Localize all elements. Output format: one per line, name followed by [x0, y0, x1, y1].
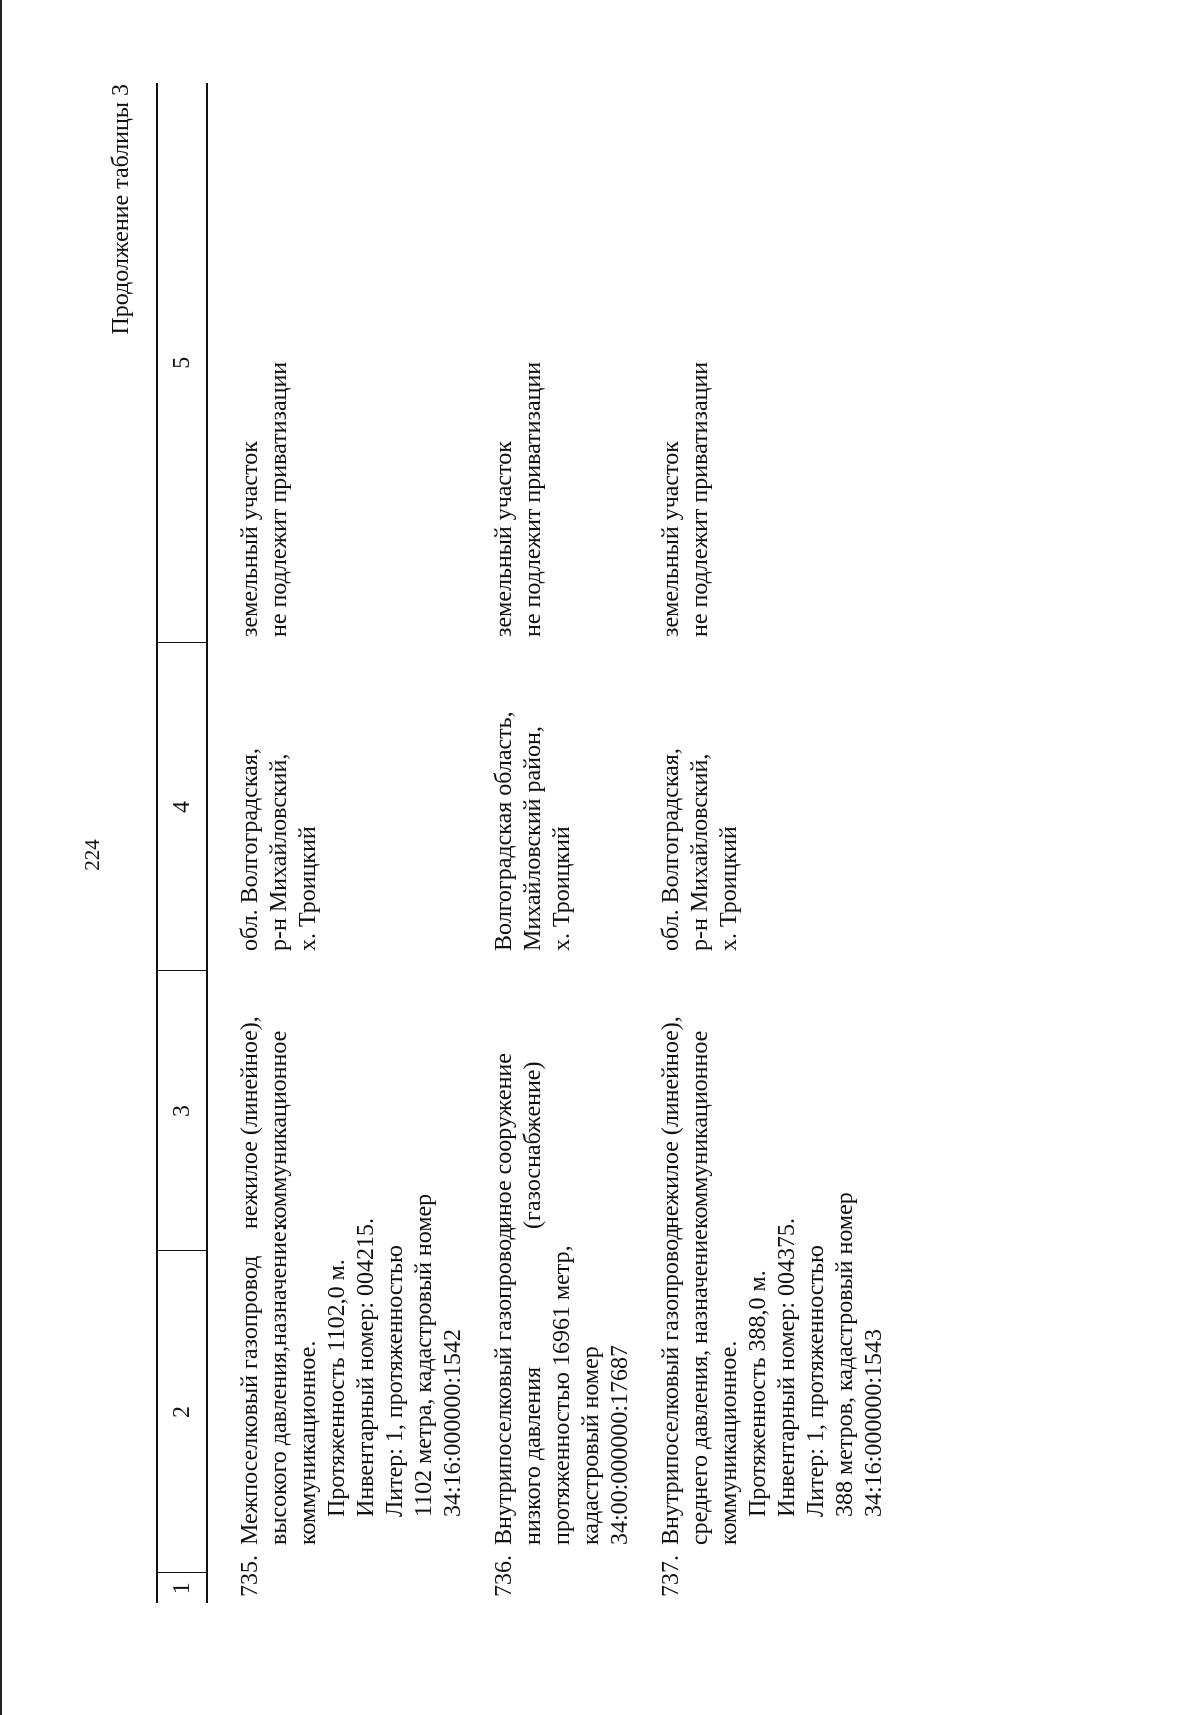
- object-note: [635, 83, 889, 643]
- description-line: Инвентарный номер: 004375.: [774, 1217, 800, 1517]
- column-header-2: 2: [157, 1251, 207, 1573]
- object-note: [207, 83, 468, 643]
- column-header-1: 1: [157, 1573, 207, 1603]
- note-line: не подлежит приватизации: [266, 361, 292, 637]
- object-description: [468, 1227, 635, 1573]
- type-line: коммуникационное: [687, 1030, 713, 1229]
- column-header-4: 4: [157, 643, 207, 971]
- address-line: р-н Михайловский,: [266, 753, 292, 951]
- description-line: Внутрипоселковый газопровод: [491, 1227, 517, 1545]
- description-line: 34:16:000000:1542: [440, 1328, 466, 1517]
- table-row: [468, 83, 635, 1603]
- address-line: х. Троицкий: [295, 826, 321, 951]
- description-line: 34:16:000000:1543: [861, 1328, 887, 1517]
- object-address: [207, 643, 468, 971]
- row-number: 737.: [658, 1555, 684, 1597]
- object-type: [468, 971, 635, 1251]
- row-number: 735.: [237, 1555, 263, 1597]
- object-address: [468, 643, 635, 971]
- description-line: Протяженность 388,0 м.: [745, 1270, 771, 1517]
- object-note: [468, 83, 635, 643]
- description-line: Инвентарный номер: 004215.: [353, 1217, 379, 1517]
- table-header-row: [157, 83, 207, 1603]
- description-line: Литер: 1, протяженностью: [382, 1245, 408, 1517]
- description-line: среднего давления, назначение:: [687, 1222, 713, 1545]
- description-line: Протяженность 1102,0 м.: [324, 1259, 350, 1517]
- address-line: обл. Волгоградская,: [658, 748, 684, 951]
- object-description: [635, 1192, 889, 1573]
- address-line: х. Троицкий: [716, 826, 742, 951]
- object-address: [635, 643, 889, 971]
- note-line: земельный участок: [237, 441, 263, 637]
- description-line: 34:00:000000:17687: [607, 1344, 633, 1545]
- type-line: коммуникационное: [266, 1030, 292, 1229]
- description-line: низкого давления: [520, 1366, 546, 1545]
- note-line: земельный участок: [491, 441, 517, 637]
- address-line: обл. Волгоградская,: [237, 748, 263, 951]
- note-line: не подлежит приватизации: [687, 361, 713, 637]
- object-description: [207, 1193, 468, 1573]
- property-table: [156, 83, 889, 1603]
- description-line: Литер: 1, протяженностью: [803, 1245, 829, 1517]
- table-row: [207, 83, 468, 1603]
- note-line: не подлежит приватизации: [520, 361, 546, 637]
- description-line: Межпоселковый газопровод: [237, 1255, 263, 1545]
- description-line: 1102 метра, кадастровый номер: [411, 1193, 437, 1517]
- address-line: Волгоградская область,: [491, 711, 517, 951]
- address-line: х. Троицкий: [549, 826, 575, 951]
- row-number: 736.: [491, 1555, 517, 1597]
- address-line: Михайловский район,: [520, 726, 546, 951]
- description-line: коммуникационное.: [716, 1340, 742, 1545]
- description-line: высокого давления,назначение:: [266, 1224, 292, 1545]
- page-number: 224: [80, 839, 104, 871]
- column-header-3: 3: [157, 971, 207, 1251]
- description-line: 388 метров, кадастровый номер: [832, 1192, 858, 1517]
- table-continuation-label: Продолжение таблицы 3: [108, 84, 134, 335]
- description-line: кадастровый номер: [578, 1346, 604, 1545]
- description-line: коммуникационное.: [295, 1340, 321, 1545]
- description-line: Внутрипоселковый газопровод: [658, 1227, 684, 1545]
- note-line: земельный участок: [658, 441, 684, 637]
- address-line: р-н Михайловский,: [687, 753, 713, 951]
- type-line: (газоснабжение): [520, 1061, 546, 1229]
- table-row: [635, 83, 889, 1603]
- type-line: иное сооружение: [491, 1053, 517, 1229]
- column-header-5: 5: [157, 83, 207, 643]
- description-line: протяженностью 16961 метр,: [549, 1245, 575, 1545]
- type-line: нежилое (линейное),: [237, 1016, 263, 1229]
- type-line: нежилое (линейное),: [658, 1016, 684, 1229]
